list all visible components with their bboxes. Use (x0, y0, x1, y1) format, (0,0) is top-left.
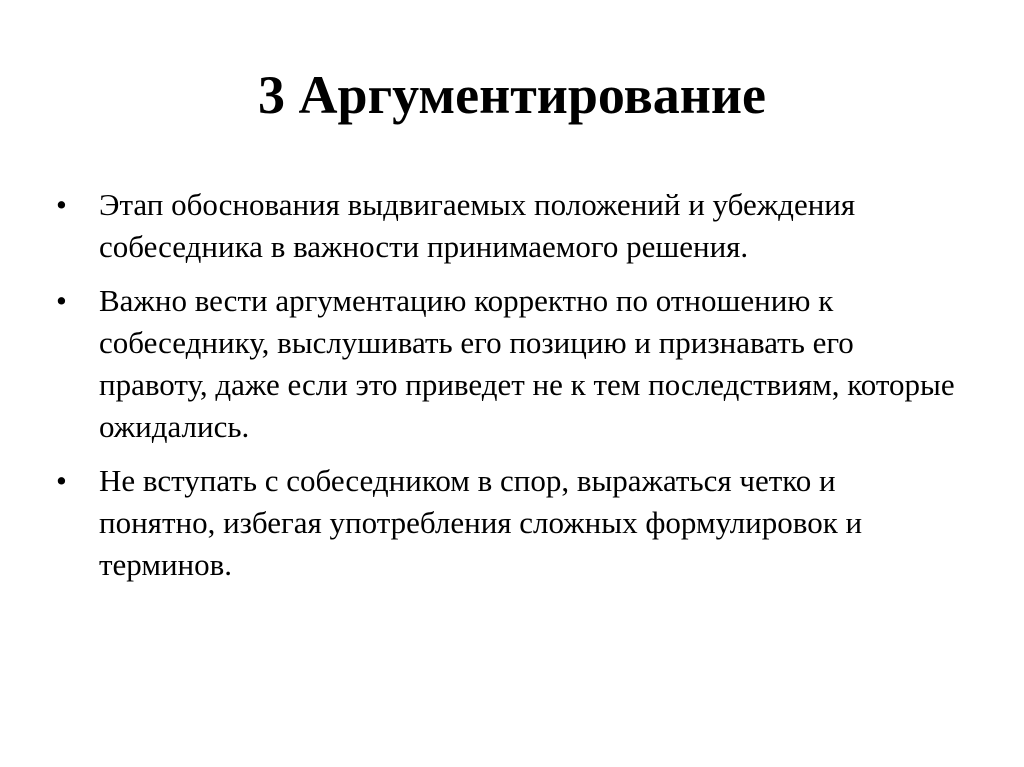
bullet-item (56, 280, 956, 448)
bullet-text: Этап обоснования выдвигаемых положений и убеждения собеседника в важности принимаемого решения. (99, 187, 856, 264)
slide-title: 3 Аргументирование (258, 65, 766, 125)
bullet-icon: • (56, 187, 67, 222)
bullet-text: Не вступать с собеседником в спор, выражаться четко и понятно, избегая употребления сложных формулировок и терминов. (99, 463, 863, 582)
bullet-text: Важно вести аргументацию корректно по отношению к собеседнику, выслушивать его позицию и признавать его правоту, даже если это приведет не к тем последствиям, которые ожидались. (99, 283, 955, 444)
bullet-item (56, 460, 956, 586)
bullet-icon: • (56, 463, 67, 498)
bullet-icon: • (56, 283, 67, 318)
bullet-item (56, 184, 956, 268)
bullet-list (56, 184, 956, 598)
